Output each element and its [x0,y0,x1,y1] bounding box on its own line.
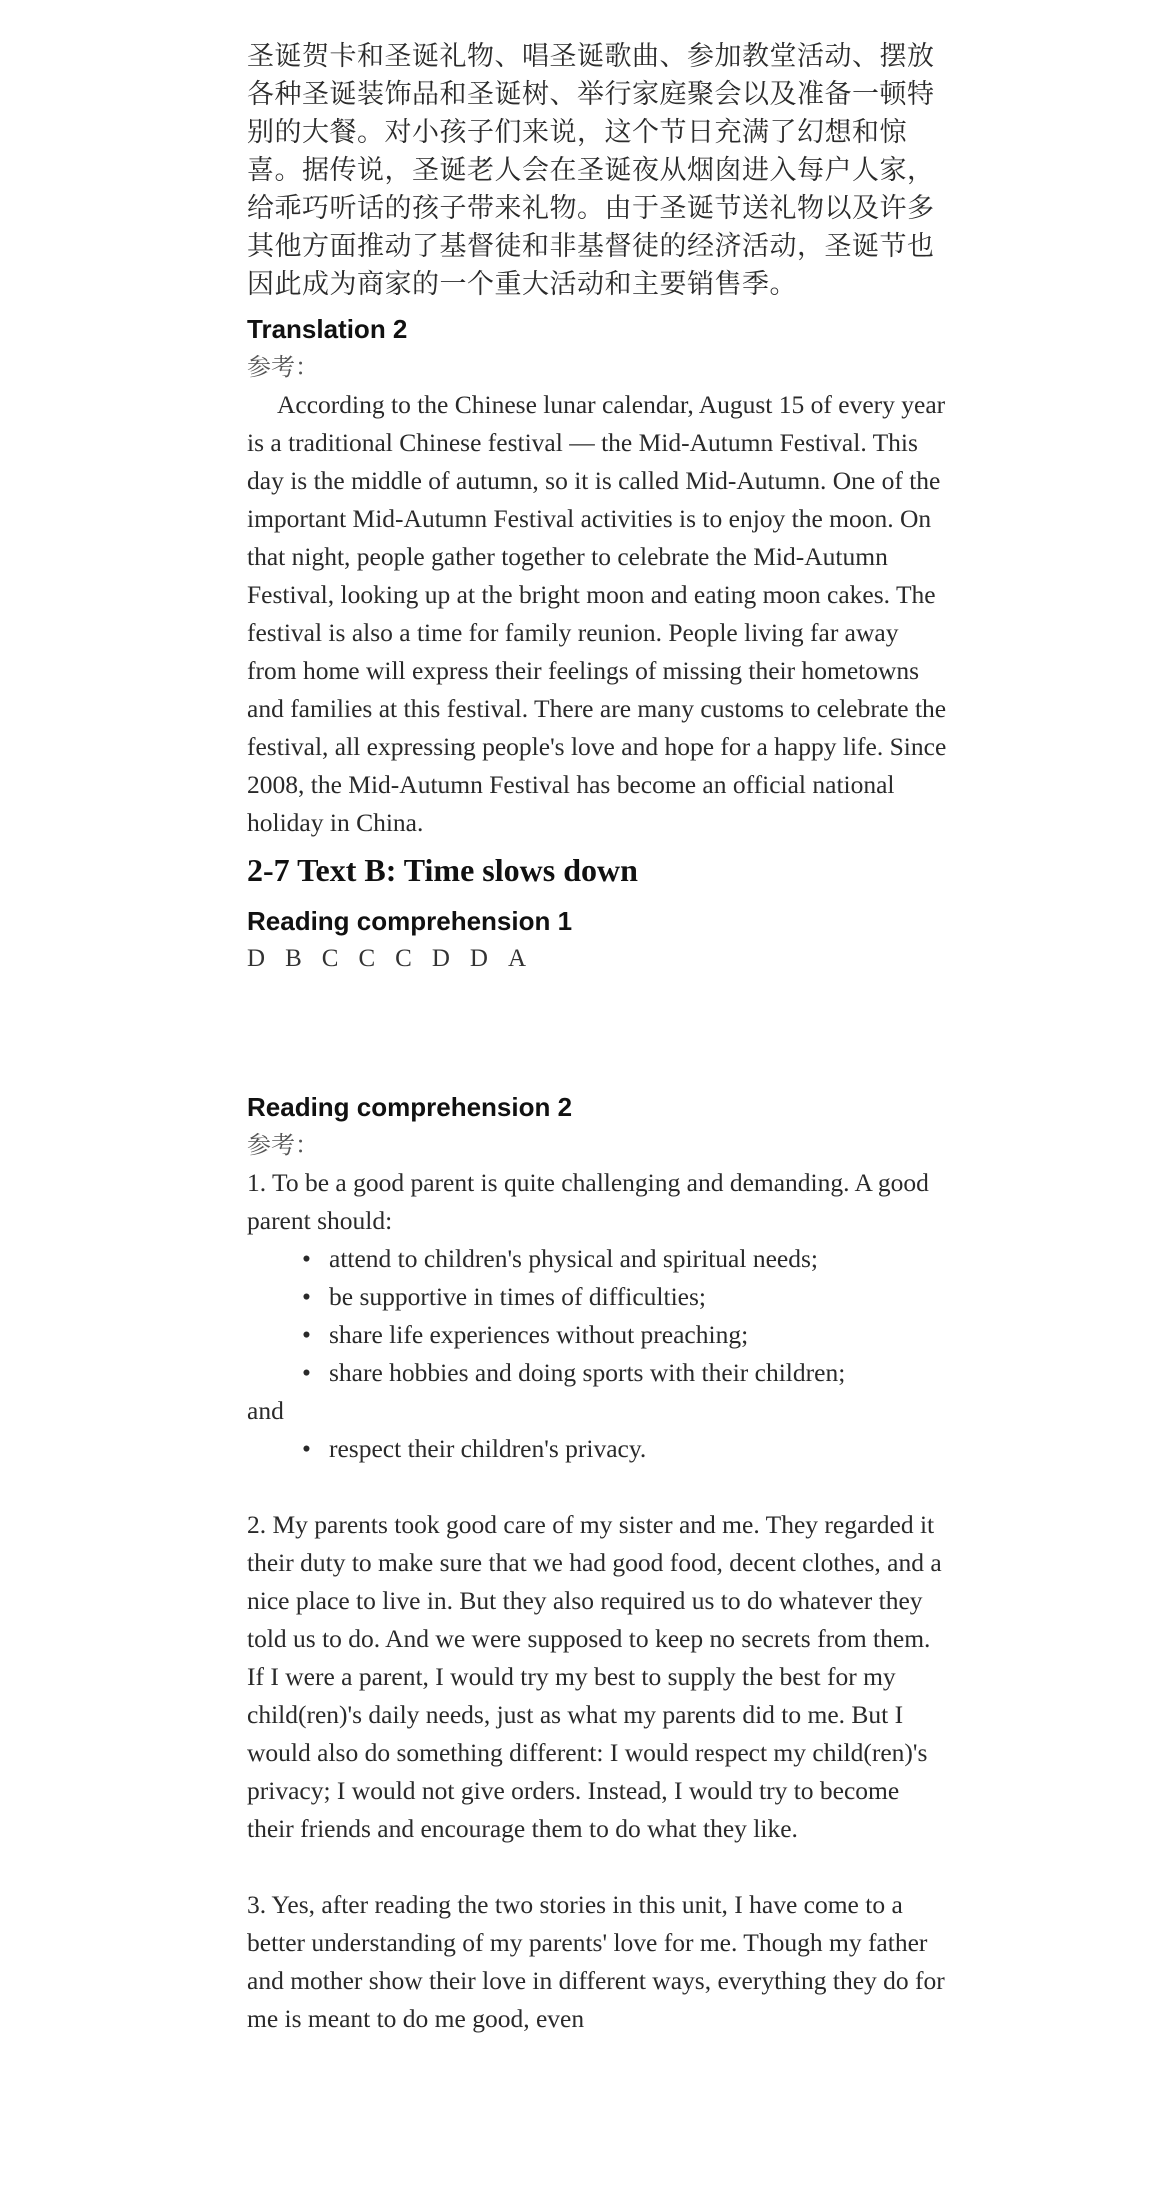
spacer [247,978,947,1090]
translation2-text: According to the Chinese lunar calendar, August 15 of every year is a traditional Chinese festival — the Mid-Autumn Festival. This day is the middle of autumn, so it is called Mid-Autumn. One of the important Mid-Autumn Festival activities is to enjoy the moon. On that night, people gather together to celebrate the Mid-Autumn Festival, looking up at the bright moon and eating moon cakes. The festival is also a time for family reunion. People living far away from home will express their feelings of missing their hometowns and families at this festival. There are many customs to celebrate the festival, all expressing people's love and hope for a happy life. Since 2008, the Mid-Autumn Festival has become an official national holiday in China. [247,390,947,837]
list-item: • respect their children's privacy. [302,1430,947,1468]
list-item: • share life experiences without preaching; [302,1316,947,1354]
answer-5: C [395,945,412,972]
rc2-ref-label: 参考： [247,1131,319,1159]
rc2-q1-bullet-list [247,1240,947,1392]
rc2-q1-last-bullet-list [247,1430,947,1468]
answer-1: D [247,945,266,972]
chinese-paragraph: 圣诞贺卡和圣诞礼物、唱圣诞歌曲、参加教堂活动、摆放各种圣诞装饰品和圣诞树、举行家庭聚会以及准备一顿特别的大餐。对小孩子们来说，这个节日充满了幻想和惊喜。据传说，圣诞老人会在圣诞夜从烟囱进入每户人家，给乖巧听话的孩子带来礼物。由于圣诞节送礼物以及许多其他方面推动了基督徒和非基督徒的经济活动，圣诞节也因此成为商家的一个重大活动和主要销售季。 [247,41,935,300]
translation2-ref-label: 参考： [247,353,319,381]
list-item: • attend to children's physical and spiritual needs; [302,1240,947,1278]
rc1-heading: Reading comprehension 1 [247,906,573,936]
list-item: • be supportive in times of difficulties; [302,1278,947,1316]
answer-2: B [285,945,302,972]
spacer [247,1848,947,1886]
answer-8: A [507,945,526,972]
answer-6: D [431,945,450,972]
rc2-q1-text: 1. To be a good parent is quite challenging and demanding. A good parent should: [247,1168,929,1235]
rc2-q1-and: and [247,1396,284,1425]
rc2-heading: Reading comprehension 2 [247,1092,573,1122]
list-item: • share hobbies and doing sports with their children; [302,1354,947,1392]
answer-4: C [358,945,376,972]
translation2-heading: Translation 2 [247,314,408,344]
rc1-answers [247,940,947,978]
rc2-q2-text: 2. My parents took good care of my sister and me. They regarded it their duty to make sure that we had good food, decent clothes, and a nice place to live in. But they also required us to do whatever they told us to do. And we were supposed to keep no secrets from them. If I were a parent, I would try my best to supply the best for my child(ren)'s daily needs, just as what my parents did to me. But I would also do something different: I would respect my child(ren)'s privacy; I would not give orders. Instead, I would try to become their friends and encourage them to do what they like. [247,1510,942,1843]
spacer [247,1468,947,1506]
document-page [247,38,947,2038]
section-title: 2-7 Text B: Time slows down [247,852,638,888]
rc2-q3-text: 3. Yes, after reading the two stories in this unit, I have come to a better understanding of my parents' love for me. Though my father and mother show their love in different ways, everything they do for me is meant to do me good, even [247,1890,945,2033]
answer-3: C [321,945,339,972]
answer-7: D [469,945,488,972]
